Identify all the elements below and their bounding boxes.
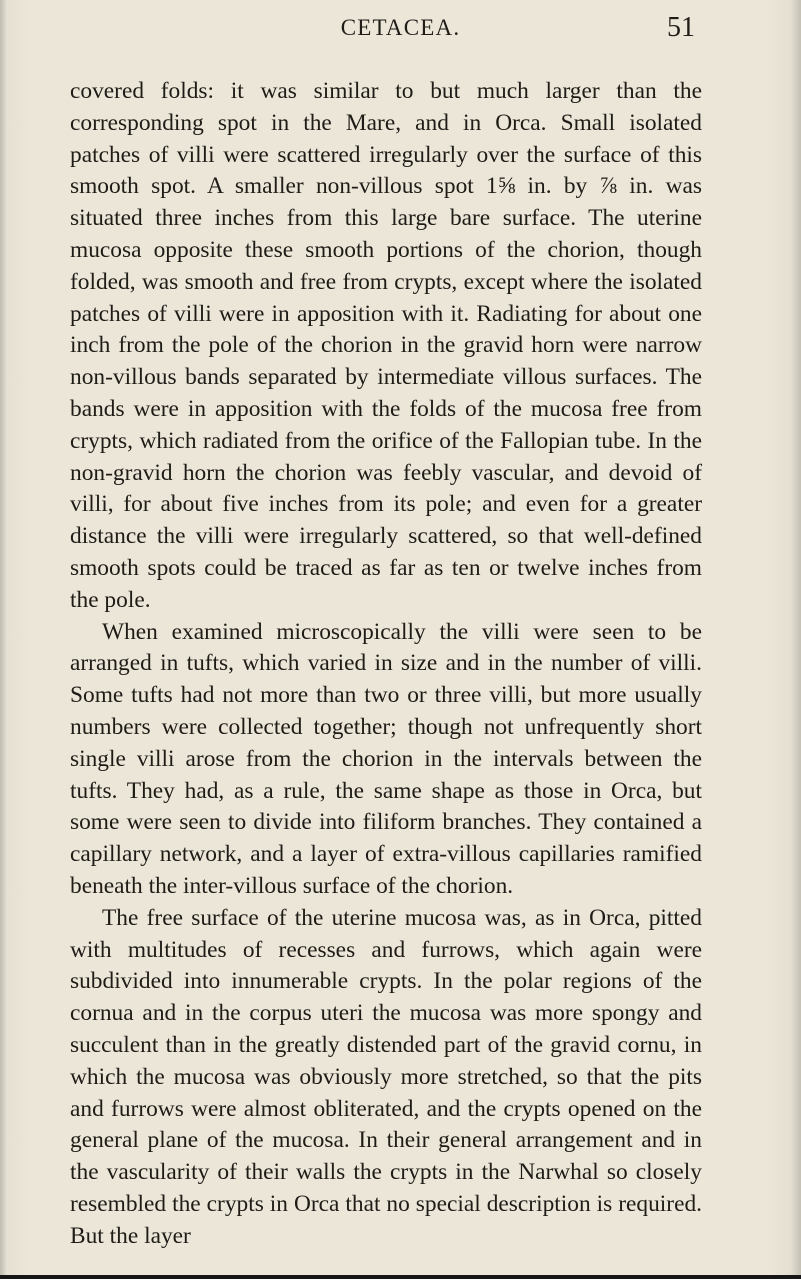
page-number: 51: [667, 12, 695, 43]
page-header: [0, 12, 801, 56]
bottom-edge: [0, 1275, 801, 1279]
paragraph-2: When examined microscopically the villi were seen to be arranged in tufts, which varied in size and in the number of villi. Some tufts had not more than two or three villi, but more usually numbers were collected together; though not unfrequently short single villi arose from the chorion in the intervals between the tufts. They had, as a rule, the same shape as those in Orca, but some were seen to divide into filiform branches. They contained a capillary network, and a layer of extra-villous capillaries ramified beneath the inter-villous surface of the chorion.: [70, 618, 702, 899]
paragraph-3: The free surface of the uterine mucosa was, as in Orca, pitted with multitudes of recesses and furrows, which again were subdivided into innumerable crypts. In the polar regions of the cornua and in the corpus uteri the mucosa was more spongy and succulent than in the greatly distended part of the gravid cornu, in which the mucosa was obviously more stretched, so that the pits and furrows were almost obliterated, and the crypts opened on the general plane of the mucosa. In their general arrangement and in the vascularity of their walls the crypts in the Narwhal so closely resembled the crypts in Orca that no special description is required. But the layer: [70, 904, 702, 1249]
left-page-shadow: [0, 0, 7, 1279]
running-head: CETACEA.: [340, 15, 461, 40]
page-text: [70, 76, 702, 1252]
paragraph-1: covered folds: it was similar to but much larger than the corresponding spot in the Mare, and in Orca. Small isolated patches of villi were scattered irregularly over the surface of this smooth spot. A smaller non-villous spot 1⅝ in. by ⅞ in. was situated three inches from this large bare surface. The uterine mucosa opposite these smooth portions of the chorion, though folded, was smooth and free from crypts, except where the isolated patches of villi were in apposition with it. Radiating for about one inch from the pole of the chorion in the gravid horn were narrow non-villous bands separated by intermediate villous surfaces. The bands were in apposition with the folds of the mucosa free from crypts, which radiated from the orifice of the Fallopian tube. In the non-gravid horn the chorion was feebly vascular, and devoid of villi, for about five inches from its pole; and even for a greater distance the villi were irregularly scattered, so that well-defined smooth spots could be traced as far as ten or twelve inches from the pole.: [70, 78, 702, 613]
right-page-shadow: [791, 0, 801, 1279]
